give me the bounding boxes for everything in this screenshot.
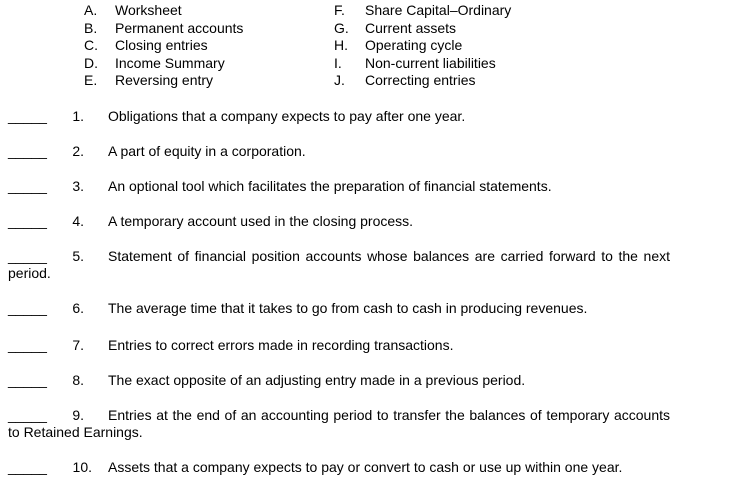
question-number: 2. <box>72 143 84 159</box>
question-text: Obligations that a company expects to pay after one year. <box>108 108 466 124</box>
term-text: Current assets <box>365 19 457 36</box>
question-number: 7. <box>72 337 84 353</box>
question-number: 3. <box>72 178 84 194</box>
term-letter: G. <box>334 19 349 36</box>
term-text: Operating cycle <box>365 37 463 53</box>
term-text: Non-current liabilities <box>365 54 496 71</box>
term-letter: F. <box>334 2 345 18</box>
term-text: Closing entries <box>115 37 208 53</box>
answer-blank: _____ <box>8 300 47 316</box>
question-text: A temporary account used in the closing process. <box>108 213 414 229</box>
answer-blank: _____ <box>8 143 47 159</box>
answer-blank: _____ <box>8 407 47 423</box>
question-number: 9. <box>72 407 84 423</box>
question-text: A part of equity in a corporation. <box>108 143 306 159</box>
question-item <box>8 407 670 441</box>
question-text: Entries to correct errors made in recording transactions. <box>108 337 454 353</box>
answer-blank: _____ <box>8 248 47 264</box>
question-number: 10. <box>72 459 92 475</box>
question-item <box>8 248 670 282</box>
question-number: 5. <box>72 248 84 264</box>
term-text: Reversing entry <box>115 72 214 88</box>
question-number: 8. <box>72 372 84 388</box>
term-text: Share Capital–Ordinary <box>365 2 512 18</box>
question-number: 4. <box>72 213 84 229</box>
term-text: Correcting entries <box>365 72 476 88</box>
term-text: Worksheet <box>115 2 182 18</box>
term-letter: H. <box>334 37 348 53</box>
term-letter: D. <box>84 54 98 71</box>
answer-blank: _____ <box>8 459 47 475</box>
term-text: Income Summary <box>115 54 225 71</box>
term-letter: J. <box>334 72 345 88</box>
term-letter: B. <box>84 19 98 36</box>
answer-blank: _____ <box>8 213 47 229</box>
term-letter: I. <box>334 54 342 71</box>
question-text: The average time that it takes to go from cash to cash in producing revenues. <box>108 300 588 316</box>
answer-blank: _____ <box>8 372 47 388</box>
answer-blank: _____ <box>8 178 47 194</box>
answer-blank: _____ <box>8 108 47 124</box>
question-text: Entries at the end of an accounting period to transfer the balances of temporary accounts to Retained Earnings. <box>8 407 670 440</box>
question-text: Assets that a company expects to pay or convert to cash or use up within one year. <box>108 459 623 475</box>
question-text: Statement of financial position accounts whose balances are carried forward to the next period. <box>8 248 670 281</box>
term-letter: C. <box>84 37 98 53</box>
question-text: The exact opposite of an adjusting entry made in a previous period. <box>108 372 526 388</box>
question-number: 6. <box>72 300 84 316</box>
term-list <box>0 2 745 90</box>
question-number: 1. <box>72 108 84 124</box>
answer-blank: _____ <box>8 337 47 353</box>
term-letter: E. <box>84 72 98 88</box>
term-letter: A. <box>84 2 98 18</box>
term-text: Permanent accounts <box>115 19 244 36</box>
question-text: An optional tool which facilitates the preparation of financial statements. <box>108 178 552 194</box>
